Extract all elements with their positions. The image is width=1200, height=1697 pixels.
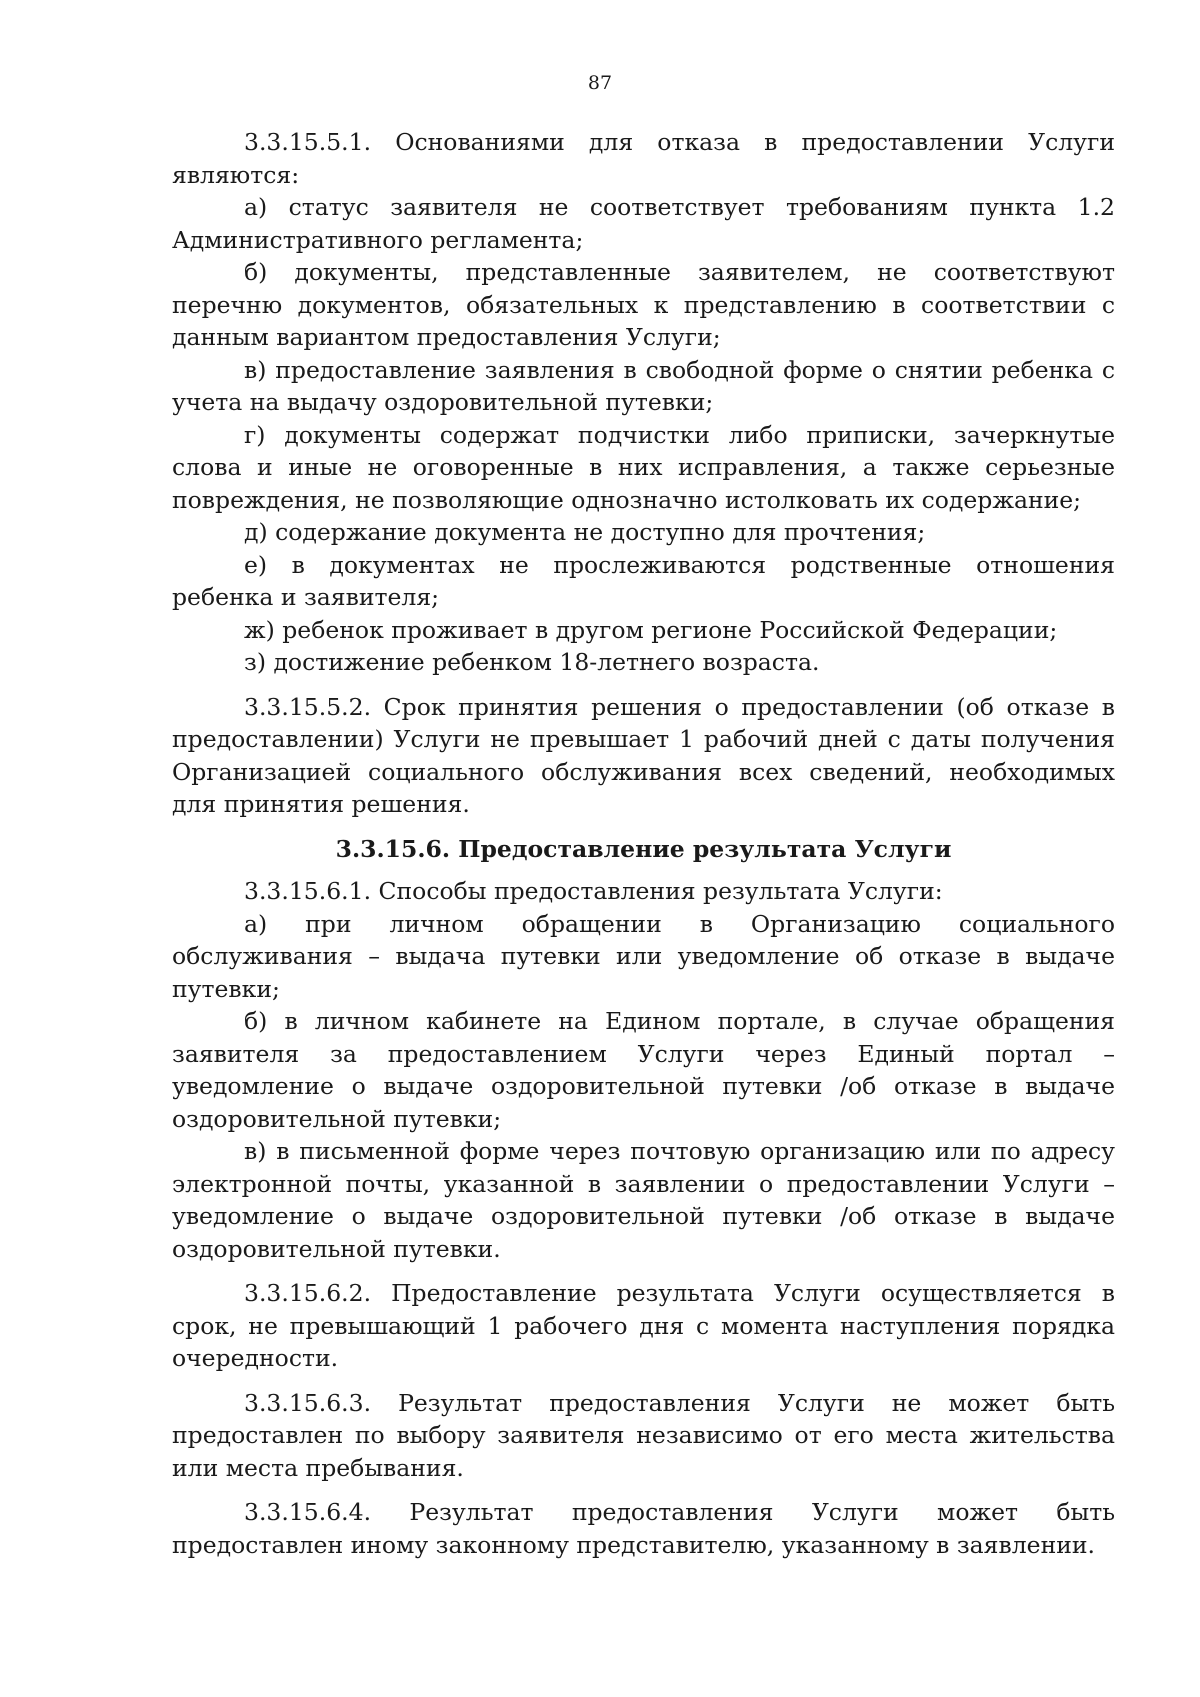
- paragraph-3-3-15-5-2: 3.3.15.5.2. Срок принятия решения о предоставлении (об отказе в предоставлении) Услуги не превышает 1 рабочий дней с даты получения Организацией социального обслуживания всех сведений, необходимых для принятия решения.: [172, 692, 1115, 818]
- result-method-b: б) в личном кабинете на Едином портале, в случае обращения заявителя за предоставлением Услуги через Единый портал – уведомление о выдаче оздоровительной путевки /об отказе в выдаче оздоровительной путевки;: [172, 1007, 1115, 1133]
- list-item-v: в) предоставление заявления в свободной форме о снятии ребенка с учета на выдачу оздоровительной путевки;: [172, 355, 1115, 416]
- list-item-a: а) статус заявителя не соответствует требованиям пункта 1.2 Административного регламента;: [172, 193, 1115, 254]
- result-method-a: а) при личном обращении в Организацию социального обслуживания – выдача путевки или уведомление об отказе в выдаче путевки;: [172, 909, 1115, 1003]
- list-item-zh: ж) ребенок проживает в другом регионе Российской Федерации;: [244, 615, 1058, 644]
- section-heading: 3.3.15.6. Предоставление результата Услуги: [335, 834, 952, 863]
- list-item-d: д) содержание документа не доступно для прочтения;: [244, 518, 926, 546]
- document-body: [172, 126, 1115, 1561]
- paragraph-3-3-15-6-3: 3.3.15.6.3. Результат предоставления Услуги не может быть предоставлен по выбору заявителя независимо от его места жительства или места пребывания.: [172, 1388, 1115, 1482]
- result-method-v: в) в письменной форме через почтовую организацию или по адресу электронной почты, указанной в заявлении о предоставлении Услуги – уведомление о выдаче оздоровительной путевки /об отказе в выдаче оздоровительной путевки.: [172, 1137, 1115, 1263]
- paragraph-3-3-15-6-4: 3.3.15.6.4. Результат предоставления Услуги может быть предоставлен иному законному представителю, указанному в заявлении.: [172, 1498, 1115, 1559]
- list-item-e: е) в документах не прослеживаются родственные отношения ребенка и заявителя;: [172, 550, 1115, 611]
- paragraph-3-3-15-5-1: 3.3.15.5.1. Основаниями для отказа в предоставлении Услуги являются:: [172, 128, 1115, 189]
- list-item-g: г) документы содержат подчистки либо приписки, зачеркнутые слова и иные не оговоренные в них исправления, а также серьезные повреждения, не позволяющие однозначно истолковать их содержание;: [172, 420, 1115, 514]
- list-item-z: з) достижение ребенком 18-летнего возраста.: [244, 648, 820, 676]
- paragraph-3-3-15-6-1: 3.3.15.6.1. Способы предоставления результата Услуги:: [244, 877, 943, 905]
- page-number: 87: [587, 72, 613, 94]
- paragraph-3-3-15-6-2: 3.3.15.6.2. Предоставление результата Услуги осуществляется в срок, не превышающий 1 рабочего дня с момента наступления порядка очередности.: [172, 1279, 1115, 1372]
- list-item-b: б) документы, представленные заявителем, не соответствуют перечню документов, обязательных к представлению в соответствии с данным вариантом предоставления Услуги;: [172, 258, 1115, 351]
